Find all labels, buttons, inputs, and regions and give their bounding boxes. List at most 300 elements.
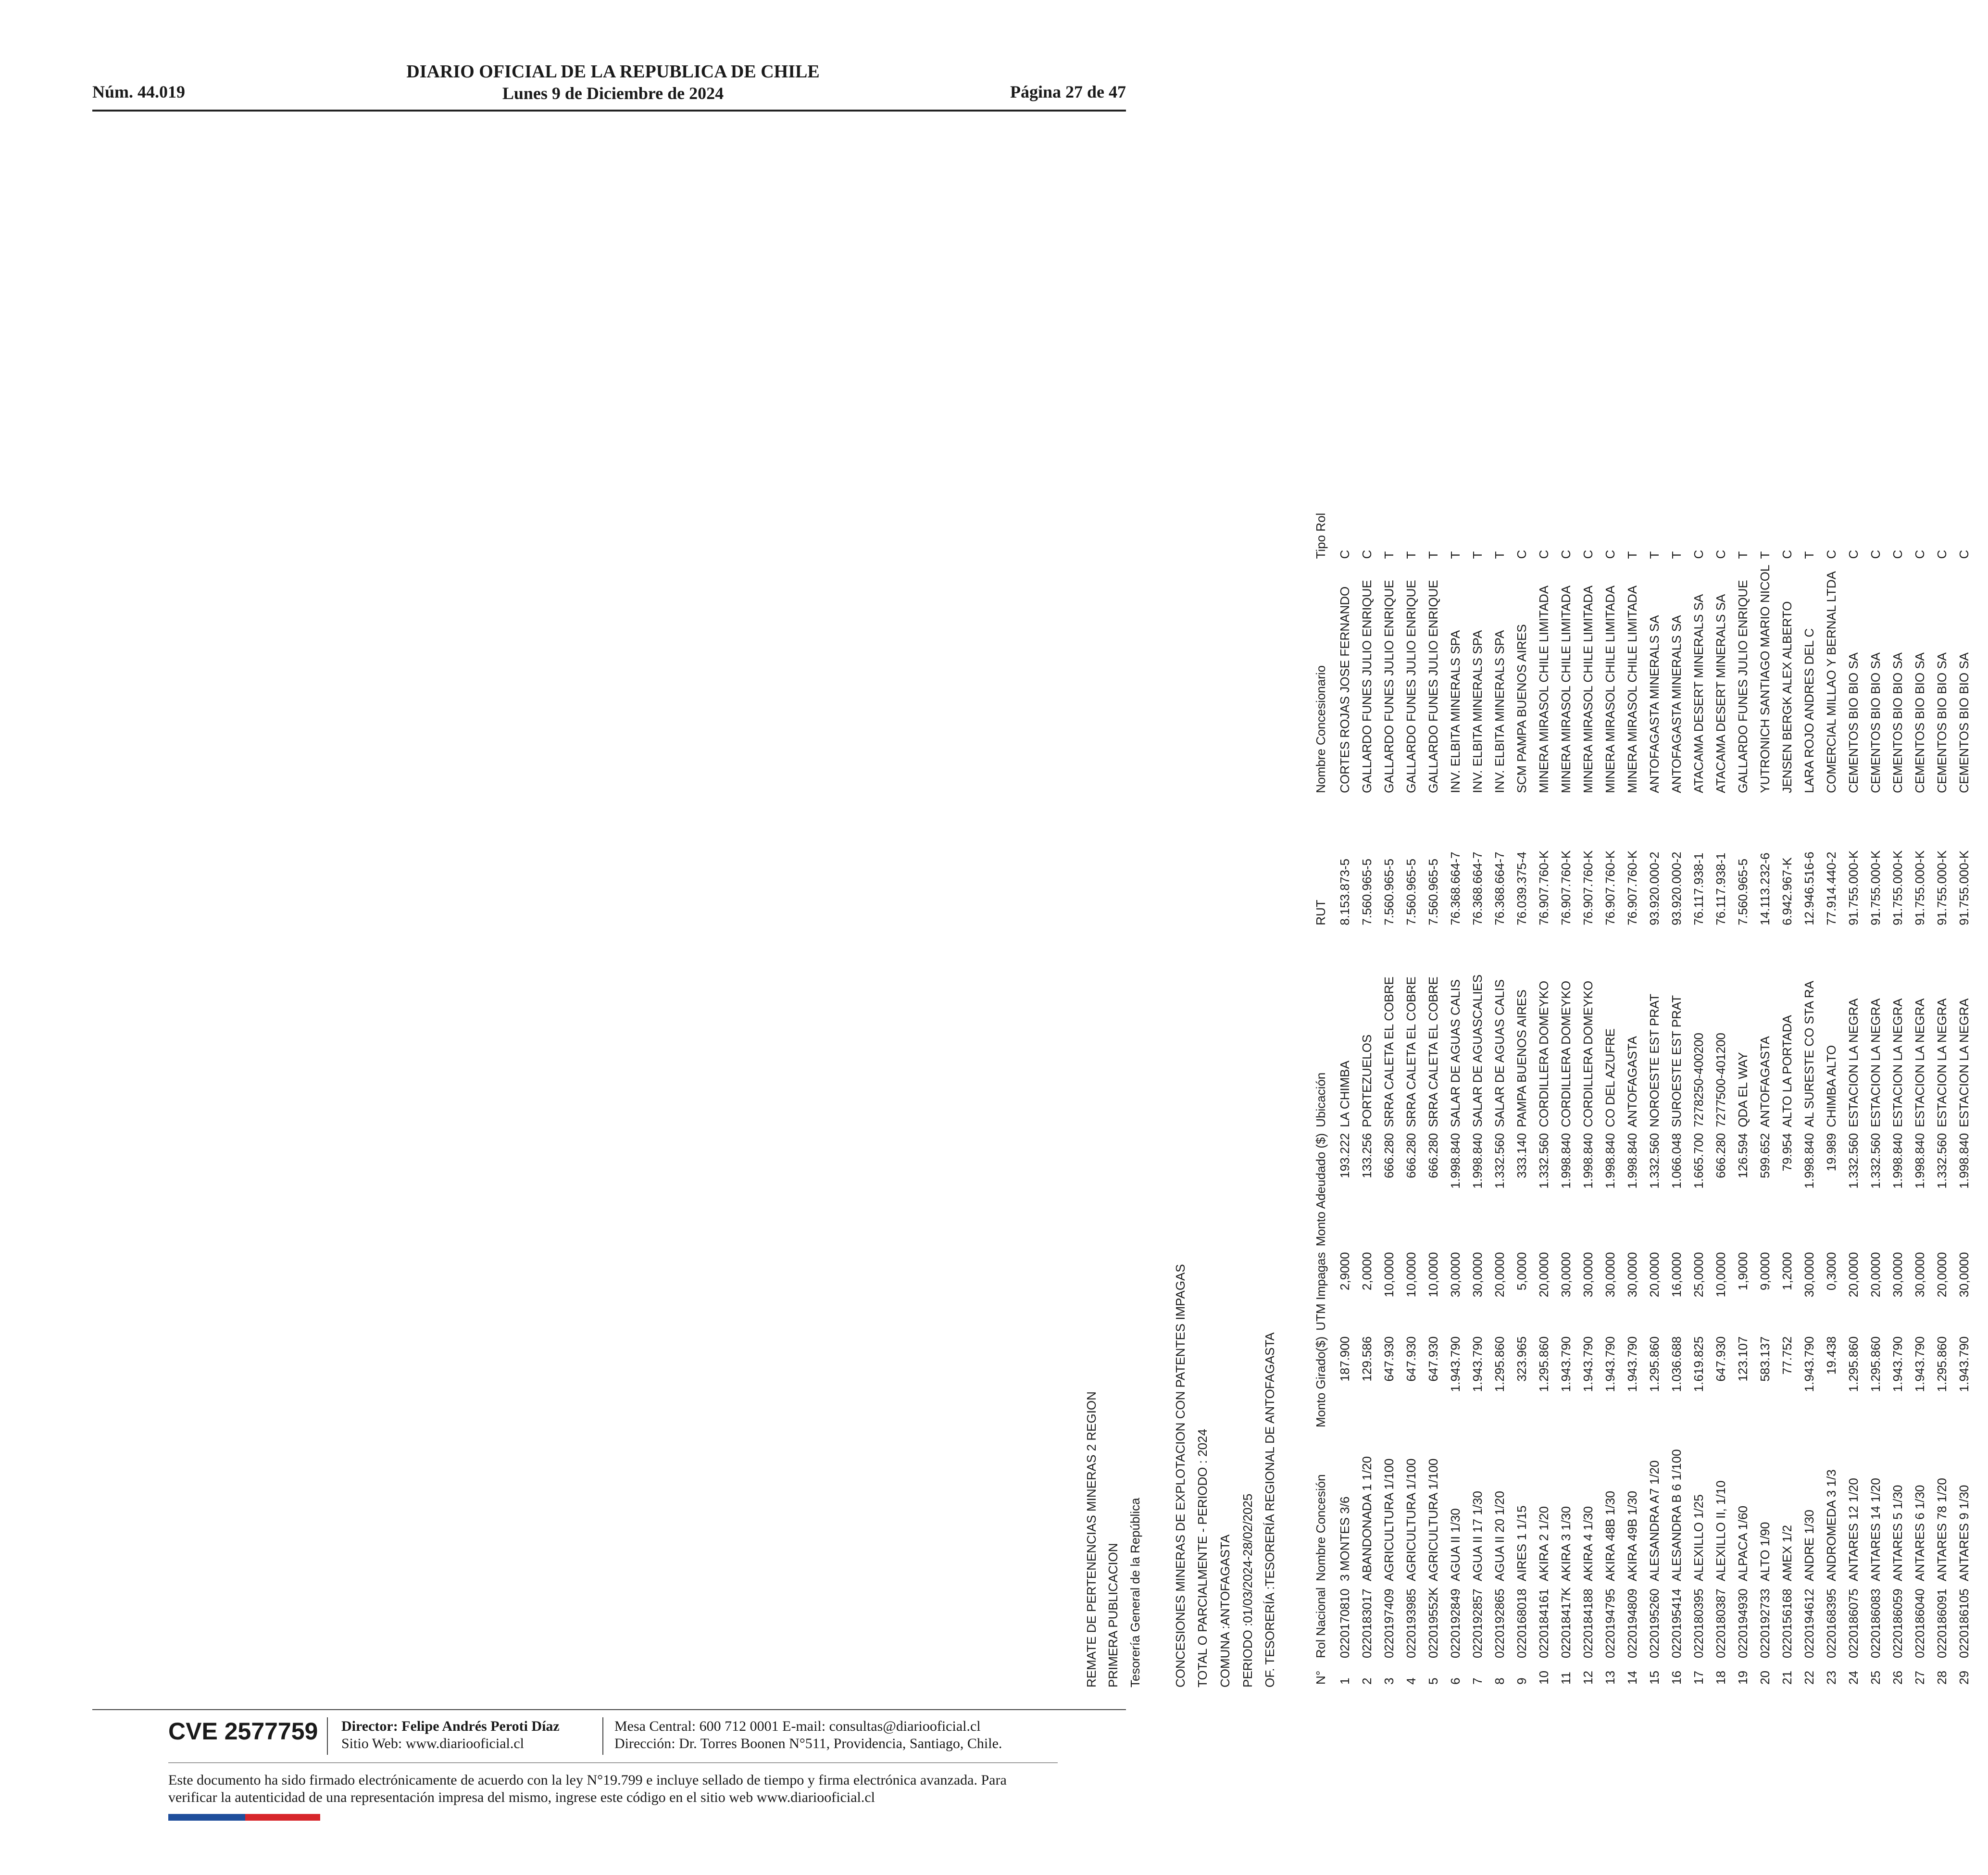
cell-concesionario: MINERA MIRASOL CHILE LIMITADA — [1536, 585, 1551, 793]
cell-nombre: ANTARES 5 1/30 — [1890, 1485, 1905, 1581]
cell-utm: 2,0000 — [1359, 1252, 1374, 1290]
table-row — [1688, 504, 1710, 1688]
cell-rut: 91.755.000-K — [1868, 850, 1883, 925]
cell-adeudado: 1.332.560 — [1647, 1133, 1662, 1189]
cell-nombre: AIRES 1 1/15 — [1514, 1505, 1529, 1581]
cell-ubicacion: ESTACION LA NEGRA — [1912, 998, 1927, 1127]
cell-utm: 0,3000 — [1824, 1252, 1838, 1290]
cell-rol: 0220194809 — [1625, 1588, 1639, 1658]
cell-tipo: T — [1801, 551, 1816, 559]
masthead — [308, 61, 918, 104]
cell-ubicacion: SRRA CALETA EL COBRE — [1425, 976, 1440, 1127]
cell-rut: 91.755.000-K — [1934, 850, 1949, 925]
cell-nombre: 3 MONTES 3/6 — [1337, 1496, 1352, 1581]
cell-rol: 0220192733 — [1757, 1588, 1772, 1658]
signature-note: Este documento ha sido firmado electrónicamente de acuerdo con la ley N°19.799 e incluye sellado de tiempo y firma electrónica avanzada. Para verificar la autenticidad de una representación impresa del mismo, ingrese este código en el sitio web www.diariooficial.cl — [168, 1772, 1007, 1805]
cell-utm: 20,0000 — [1846, 1252, 1861, 1298]
cell-girado: 1.943.790 — [1801, 1336, 1816, 1392]
cell-tipo: C — [1337, 550, 1352, 559]
cell-nombre: AGUA II 17 1/30 — [1470, 1491, 1485, 1581]
cell-adeudado: 1.998.840 — [1625, 1133, 1639, 1189]
table-row — [1754, 504, 1776, 1688]
table-row — [1665, 504, 1688, 1688]
cell-ubicacion: ESTACION LA NEGRA — [1890, 998, 1905, 1127]
cell-rol: 0220186059 — [1890, 1588, 1905, 1658]
cell-tipo: C — [1912, 550, 1927, 559]
col-header-ubicacion: Ubicación — [1313, 1072, 1328, 1127]
table-row — [1422, 504, 1444, 1688]
table-row — [1710, 504, 1732, 1688]
cell-utm: 30,0000 — [1801, 1252, 1816, 1298]
cell-utm: 20,0000 — [1647, 1252, 1662, 1298]
cell-n: 6 — [1448, 1677, 1463, 1685]
cell-n: 17 — [1691, 1671, 1706, 1685]
col-header-n: N° — [1313, 1670, 1328, 1685]
cell-n: 2 — [1359, 1677, 1374, 1685]
footer-top-divider — [92, 1709, 1126, 1710]
cell-rol: 0220180395 — [1691, 1588, 1706, 1658]
col-header-concesionario: Nombre Concesionario — [1313, 665, 1328, 793]
cell-adeudado: 1.998.840 — [1470, 1133, 1485, 1189]
col-header-girado: Monto Girado($) — [1313, 1336, 1328, 1427]
cell-tipo: C — [1868, 550, 1883, 559]
table-row — [1599, 504, 1621, 1688]
cell-adeudado: 1.998.840 — [1890, 1133, 1905, 1189]
cell-utm: 20,0000 — [1868, 1252, 1883, 1298]
cell-ubicacion: NOROESTE EST PRAT — [1647, 993, 1662, 1127]
cell-rut: 8.153.873-5 — [1337, 859, 1352, 925]
cell-n: 5 — [1425, 1677, 1440, 1685]
cell-tipo: T — [1425, 551, 1440, 559]
rotated-notice — [1084, 168, 1988, 1688]
cell-nombre: ALESANDRA B 6 1/100 — [1669, 1449, 1684, 1581]
cell-girado: 1.943.790 — [1890, 1336, 1905, 1392]
table-row — [1378, 504, 1400, 1688]
cell-concesionario: YUTRONICH SANTIAGO MARIO NICOL — [1757, 564, 1772, 793]
table-row — [1533, 504, 1555, 1688]
notice-heading: REMATE DE PERTENENCIAS MINERAS 2 REGION — [1084, 1391, 1099, 1688]
cell-rol: 0220194795 — [1602, 1588, 1617, 1658]
cell-adeudado: 133.256 — [1359, 1133, 1374, 1178]
cell-utm: 9,0000 — [1757, 1252, 1772, 1290]
cell-n: 12 — [1580, 1671, 1595, 1685]
cell-rut: 91.755.000-K — [1956, 850, 1971, 925]
cell-girado: 1.943.790 — [1470, 1336, 1485, 1392]
cell-nombre: AGUA II 20 1/20 — [1492, 1491, 1507, 1581]
cell-utm: 10,0000 — [1403, 1252, 1418, 1298]
notice-subject: CONCESIONES MINERAS DE EXPLOTACION CON PATENTES IMPAGAS — [1173, 1264, 1188, 1688]
cell-rut: 76.907.760-K — [1625, 850, 1639, 925]
cell-adeudado: 1.332.560 — [1934, 1133, 1949, 1189]
cell-rol: 0220192857 — [1470, 1588, 1485, 1658]
notice-period-type: TOTAL O PARCIALMENTE - PERIODO : 2024 — [1195, 1429, 1210, 1688]
cell-ubicacion: SALAR DE AGUASCALIES — [1470, 974, 1485, 1127]
cell-rol: 0220195260 — [1647, 1588, 1662, 1658]
issue-date: Lunes 9 de Diciembre de 2024 — [502, 84, 724, 103]
col-header-tipo: Tipo Rol — [1313, 512, 1328, 559]
cell-concesionario: ATACAMA DESERT MINERALS SA — [1713, 594, 1728, 793]
cell-tipo: T — [1625, 551, 1639, 559]
cell-n: 8 — [1492, 1677, 1507, 1685]
cell-rol: 0220192865 — [1492, 1588, 1507, 1658]
cell-rut: 76.368.664-7 — [1448, 851, 1463, 925]
cell-tipo: C — [1536, 550, 1551, 559]
cell-utm: 10,0000 — [1381, 1252, 1396, 1298]
cell-nombre: AKIRA 48B 1/30 — [1602, 1491, 1617, 1581]
cell-rut: 7.560.965-5 — [1359, 859, 1374, 925]
cell-concesionario: LARA ROJO ANDRES DEL C — [1801, 628, 1816, 793]
cell-utm: 30,0000 — [1448, 1252, 1463, 1298]
cell-adeudado: 1.998.840 — [1580, 1133, 1595, 1189]
cell-girado: 19.438 — [1824, 1336, 1838, 1375]
cell-rut: 91.755.000-K — [1912, 850, 1927, 925]
cell-concesionario: MINERA MIRASOL CHILE LIMITADA — [1580, 585, 1595, 793]
table-row — [1511, 504, 1533, 1688]
cell-rol: 0220183017 — [1359, 1588, 1374, 1658]
cell-ubicacion: CHIMBA ALTO — [1824, 1045, 1838, 1127]
cell-adeudado: 666.280 — [1381, 1133, 1396, 1178]
cell-n: 21 — [1779, 1671, 1794, 1685]
cell-adeudado: 1.998.840 — [1558, 1133, 1573, 1189]
cell-n: 27 — [1912, 1671, 1927, 1685]
cell-girado: 1.943.790 — [1602, 1336, 1617, 1392]
cell-utm: 30,0000 — [1580, 1252, 1595, 1298]
notice-comuna: COMUNA :ANTOFAGASTA — [1218, 1534, 1232, 1688]
cell-adeudado: 666.280 — [1403, 1133, 1418, 1178]
table-row — [1643, 504, 1665, 1688]
cell-tipo: C — [1691, 550, 1706, 559]
cell-girado: 1.943.790 — [1580, 1336, 1595, 1392]
cell-ubicacion: SALAR DE AGUAS CALIS — [1448, 979, 1463, 1127]
cell-ubicacion: ANTOFAGASTA — [1757, 1036, 1772, 1127]
cell-rut: 6.942.967-K — [1779, 857, 1794, 925]
cell-ubicacion: CO DEL AZUFRE — [1602, 1028, 1617, 1127]
cell-adeudado: 1.332.560 — [1846, 1133, 1861, 1189]
cell-adeudado: 1.332.560 — [1868, 1133, 1883, 1189]
cell-n: 29 — [1956, 1671, 1971, 1685]
cell-girado: 77.752 — [1779, 1336, 1794, 1375]
cell-rol: 022018417K — [1558, 1587, 1573, 1658]
cell-tipo: T — [1757, 551, 1772, 559]
cell-concesionario: ANTOFAGASTA MINERALS SA — [1669, 615, 1684, 793]
cell-adeudado: 1.998.840 — [1956, 1133, 1971, 1189]
cell-nombre: AKIRA 3 1/30 — [1558, 1506, 1573, 1581]
cell-ubicacion: CORDILLERA DOMEYKO — [1536, 980, 1551, 1127]
cell-concesionario: JENSEN BERGK ALEX ALBERTO — [1779, 601, 1794, 793]
cell-n: 3 — [1381, 1677, 1396, 1685]
cell-rol: 0220193985 — [1403, 1588, 1418, 1658]
cell-ubicacion: PORTEZUELOS — [1359, 1034, 1374, 1127]
cell-n: 26 — [1890, 1671, 1905, 1685]
cell-adeudado: 193.222 — [1337, 1133, 1352, 1178]
cell-girado: 1.943.790 — [1956, 1336, 1971, 1392]
cell-ubicacion: CORDILLERA DOMEYKO — [1580, 980, 1595, 1127]
cell-rol: 0220195414 — [1669, 1588, 1684, 1658]
cell-concesionario: MINERA MIRASOL CHILE LIMITADA — [1558, 585, 1573, 793]
cell-tipo: T — [1381, 551, 1396, 559]
cell-ubicacion: LA CHIMBA — [1337, 1061, 1352, 1127]
cell-adeudado: 666.280 — [1713, 1133, 1728, 1178]
header-divider — [92, 110, 1126, 112]
footer-website: Sitio Web: www.diariooficial.cl — [341, 1736, 525, 1751]
cell-girado: 1.295.860 — [1868, 1336, 1883, 1392]
cell-tipo: C — [1890, 550, 1905, 559]
cell-girado: 647.930 — [1713, 1336, 1728, 1382]
cell-utm: 30,0000 — [1602, 1252, 1617, 1298]
table-row — [1577, 504, 1599, 1688]
page-number: Página 27 de 47 — [1010, 82, 1126, 101]
cell-rut: 12.946.516-6 — [1801, 851, 1816, 925]
cell-nombre: AKIRA 4 1/30 — [1580, 1506, 1595, 1581]
cell-girado: 583.137 — [1757, 1336, 1772, 1382]
cell-concesionario: INV. ELBITA MINERALS SPA — [1448, 630, 1463, 793]
cell-rut: 93.920.000-2 — [1669, 851, 1684, 925]
cell-utm: 30,0000 — [1890, 1252, 1905, 1298]
cell-nombre: AGRICULTURA 1/100 — [1425, 1458, 1440, 1581]
cell-rut: 14.113.232-6 — [1757, 852, 1772, 925]
cell-adeudado: 1.998.840 — [1801, 1133, 1816, 1189]
cell-tipo: C — [1846, 550, 1861, 559]
footer-address: Dirección: Dr. Torres Boonen N°511, Providencia, Santiago, Chile. — [614, 1736, 1002, 1751]
table-row — [1864, 504, 1887, 1688]
cell-adeudado: 1.665.700 — [1691, 1133, 1706, 1189]
cell-rol: 0220186040 — [1912, 1588, 1927, 1658]
cell-concesionario: INV. ELBITA MINERALS SPA — [1470, 630, 1485, 793]
cell-ubicacion: ESTACION LA NEGRA — [1868, 998, 1883, 1127]
cell-rut: 7.560.965-5 — [1381, 859, 1396, 925]
cell-rut: 76.907.760-K — [1602, 850, 1617, 925]
footer-mesa-central: Mesa Central: 600 712 0001 E-mail: consultas@diariooficial.cl — [614, 1718, 981, 1734]
cell-adeudado: 19.989 — [1824, 1133, 1838, 1172]
table-row — [1334, 504, 1356, 1688]
flag-bar-red — [245, 1814, 320, 1821]
cell-concesionario: GALLARDO FUNES JULIO ENRIQUE — [1425, 580, 1440, 793]
cell-rut: 7.560.965-5 — [1735, 859, 1750, 925]
cell-nombre: ANTARES 78 1/20 — [1934, 1478, 1949, 1581]
table-row — [1400, 504, 1422, 1688]
cell-girado: 1.943.790 — [1912, 1336, 1927, 1392]
table-row — [1776, 504, 1798, 1688]
cell-girado: 1.943.790 — [1625, 1336, 1639, 1392]
cell-concesionario: INV. ELBITA MINERALS SPA — [1492, 630, 1507, 793]
cell-nombre: ANDROMEDA 3 1/3 — [1824, 1469, 1838, 1581]
cell-rut: 7.560.965-5 — [1425, 859, 1440, 925]
cell-nombre: ALPACA 1/60 — [1735, 1505, 1750, 1581]
cell-tipo: C — [1956, 550, 1971, 559]
table-body — [1334, 504, 1975, 1688]
cell-rut: 93.920.000-2 — [1647, 851, 1662, 925]
cell-concesionario: ATACAMA DESERT MINERALS SA — [1691, 594, 1706, 793]
cell-ubicacion: ALTO LA PORTADA — [1779, 1015, 1794, 1127]
cell-nombre: ALEXILLO 1/25 — [1691, 1494, 1706, 1581]
footer-director-block — [341, 1718, 560, 1752]
cell-rol: 022019552K — [1425, 1587, 1440, 1658]
cell-concesionario: CEMENTOS BIO BIO SA — [1868, 652, 1883, 793]
cell-rol: 0220156168 — [1779, 1588, 1794, 1658]
cell-concesionario: CEMENTOS BIO BIO SA — [1912, 652, 1927, 793]
table-row — [1931, 504, 1953, 1688]
cell-ubicacion: ESTACION LA NEGRA — [1934, 998, 1949, 1127]
cell-adeudado: 599.652 — [1757, 1133, 1772, 1178]
cell-ubicacion: SALAR DE AGUAS CALIS — [1492, 979, 1507, 1127]
cell-girado: 1.295.860 — [1647, 1336, 1662, 1392]
table-row — [1842, 504, 1864, 1688]
cell-n: 10 — [1536, 1671, 1551, 1685]
cell-rut: 76.907.760-K — [1536, 850, 1551, 925]
col-header-rol: Rol Nacional — [1313, 1587, 1328, 1658]
newspaper-title: DIARIO OFICIAL DE LA REPUBLICA DE CHILE — [406, 62, 820, 82]
cell-concesionario: GALLARDO FUNES JULIO ENRIQUE — [1359, 580, 1374, 793]
cell-n: 25 — [1868, 1671, 1883, 1685]
cell-rut: 76.117.938-1 — [1691, 852, 1706, 925]
col-header-rut: RUT — [1313, 900, 1328, 925]
cell-concesionario: CEMENTOS BIO BIO SA — [1846, 652, 1861, 793]
table-row — [1887, 504, 1909, 1688]
cell-rol: 0220168018 — [1514, 1588, 1529, 1658]
cell-utm: 2,9000 — [1337, 1252, 1352, 1290]
cell-concesionario: CEMENTOS BIO BIO SA — [1956, 652, 1971, 793]
cell-nombre: AGRICULTURA 1/100 — [1381, 1458, 1396, 1581]
cell-rut: 76.907.760-K — [1580, 850, 1595, 925]
cell-n: 16 — [1669, 1671, 1684, 1685]
footer-director: Director: Felipe Andrés Peroti Díaz — [341, 1718, 560, 1734]
cve-code: CVE 2577759 — [168, 1718, 318, 1745]
cell-ubicacion: SRRA CALETA EL COBRE — [1381, 976, 1396, 1127]
cell-concesionario: GALLARDO FUNES JULIO ENRIQUE — [1735, 580, 1750, 793]
notice-periodo: PERIODO :01/03/2024-28/02/2025 — [1240, 1493, 1255, 1688]
cell-concesionario: CORTES ROJAS JOSE FERNANDO — [1337, 586, 1352, 793]
cell-utm: 30,0000 — [1625, 1252, 1639, 1298]
cell-concesionario: CEMENTOS BIO BIO SA — [1934, 652, 1949, 793]
cell-adeudado: 1.998.840 — [1912, 1133, 1927, 1189]
table-row — [1488, 504, 1511, 1688]
cell-concesionario: GALLARDO FUNES JULIO ENRIQUE — [1381, 580, 1396, 793]
cell-n: 14 — [1625, 1671, 1639, 1685]
cell-nombre: ANTARES 9 1/30 — [1956, 1485, 1971, 1581]
cell-nombre: AGRICULTURA 1/100 — [1403, 1458, 1418, 1581]
cell-n: 13 — [1602, 1671, 1617, 1685]
cell-adeudado: 1.998.840 — [1448, 1133, 1463, 1189]
cell-tipo: T — [1470, 551, 1485, 559]
cell-girado: 647.930 — [1425, 1336, 1440, 1382]
cell-ubicacion: 7277500-401200 — [1713, 1033, 1728, 1127]
cell-rol: 0220170810 — [1337, 1588, 1352, 1658]
cell-nombre: ANDRE 1/30 — [1801, 1510, 1816, 1581]
cell-tipo: T — [1448, 551, 1463, 559]
cell-rol: 0220168395 — [1824, 1588, 1838, 1658]
cell-tipo: T — [1492, 551, 1507, 559]
cell-utm: 30,0000 — [1558, 1252, 1573, 1298]
cell-n: 24 — [1846, 1671, 1861, 1685]
cell-utm: 25,0000 — [1691, 1252, 1706, 1298]
cell-nombre: AGUA II 1/30 — [1448, 1508, 1463, 1581]
cell-girado: 323.965 — [1514, 1336, 1529, 1382]
footer-contact-block — [614, 1718, 1002, 1752]
cell-rut: 91.755.000-K — [1890, 850, 1905, 925]
col-header-utm: UTM Impagas — [1313, 1252, 1328, 1331]
cell-rol: 0220197409 — [1381, 1588, 1396, 1658]
cell-n: 4 — [1403, 1677, 1418, 1685]
cell-ubicacion: PAMPA BUENOS AIRES — [1514, 989, 1529, 1127]
cell-nombre: ALTO 1/90 — [1757, 1522, 1772, 1581]
cell-n: 11 — [1558, 1672, 1573, 1685]
cell-girado: 123.107 — [1735, 1336, 1750, 1382]
cell-rut: 91.755.000-K — [1846, 850, 1861, 925]
cell-rol: 0220184161 — [1536, 1588, 1551, 1658]
cell-ubicacion: ANTOFAGASTA — [1625, 1036, 1639, 1127]
cell-tipo: T — [1735, 551, 1750, 559]
cell-rut: 76.368.664-7 — [1470, 851, 1485, 925]
cell-n: 15 — [1647, 1671, 1662, 1685]
col-header-adeudado: Monto Adeudado ($) — [1313, 1133, 1328, 1247]
issue-number: Núm. 44.019 — [92, 82, 186, 101]
cell-concesionario: MINERA MIRASOL CHILE LIMITADA — [1625, 585, 1639, 793]
cell-adeudado: 1.332.560 — [1536, 1133, 1551, 1189]
cell-utm: 20,0000 — [1492, 1252, 1507, 1298]
cell-rut: 76.039.375-4 — [1514, 851, 1529, 925]
cell-adeudado: 1.066.048 — [1669, 1133, 1684, 1189]
cell-tipo: C — [1359, 550, 1374, 559]
cell-concesionario: GALLARDO FUNES JULIO ENRIQUE — [1403, 580, 1418, 793]
cell-concesionario: SCM PAMPA BUENOS AIRES — [1514, 624, 1529, 793]
cell-rol: 0220186091 — [1934, 1588, 1949, 1658]
table-row — [1732, 504, 1754, 1688]
cell-tipo: T — [1647, 551, 1662, 559]
cell-nombre: ABANDONADA 1 1/20 — [1359, 1456, 1374, 1581]
table-row — [1798, 504, 1820, 1688]
cell-concesionario: MINERA MIRASOL CHILE LIMITADA — [1602, 585, 1617, 793]
cell-ubicacion: AL SURESTE CO STA RA — [1801, 980, 1816, 1127]
cell-girado: 1.943.790 — [1448, 1336, 1463, 1392]
cell-adeudado: 79.954 — [1779, 1133, 1794, 1172]
cell-girado: 187.900 — [1337, 1336, 1352, 1382]
cell-nombre: ANTARES 14 1/20 — [1868, 1478, 1883, 1581]
cell-tipo: C — [1934, 550, 1949, 559]
table-row — [1621, 504, 1643, 1688]
notice-tesoreria: OF. TESORERÍA :TESORERÍA REGIONAL DE ANTOFAGASTA — [1263, 1332, 1277, 1688]
cell-rut: 76.117.938-1 — [1713, 852, 1728, 925]
cell-tipo: C — [1779, 550, 1794, 559]
cell-girado: 647.930 — [1381, 1336, 1396, 1382]
cell-utm: 5,0000 — [1514, 1252, 1529, 1290]
cell-tipo: C — [1602, 550, 1617, 559]
table-row — [1555, 504, 1577, 1688]
cell-adeudado: 1.998.840 — [1602, 1133, 1617, 1189]
cell-girado: 1.295.860 — [1934, 1336, 1949, 1392]
cell-utm: 20,0000 — [1536, 1252, 1551, 1298]
footer-separator — [602, 1717, 603, 1755]
cell-utm: 10,0000 — [1425, 1252, 1440, 1298]
cell-utm: 1,2000 — [1779, 1252, 1794, 1290]
cell-girado: 1.943.790 — [1558, 1336, 1573, 1392]
cell-nombre: ALESANDRA A7 1/20 — [1647, 1460, 1662, 1581]
cell-n: 20 — [1757, 1671, 1772, 1685]
cell-n: 22 — [1801, 1671, 1816, 1685]
cell-utm: 30,0000 — [1956, 1252, 1971, 1298]
cell-utm: 20,0000 — [1934, 1252, 1949, 1298]
cell-n: 7 — [1470, 1677, 1485, 1685]
footer-mid-divider — [168, 1762, 1058, 1763]
cell-tipo: T — [1403, 551, 1418, 559]
cell-n: 23 — [1824, 1671, 1838, 1685]
cell-concesionario: CEMENTOS BIO BIO SA — [1890, 652, 1905, 793]
cell-girado: 1.619.825 — [1691, 1336, 1706, 1392]
cell-nombre: ANTARES 12 1/20 — [1846, 1478, 1861, 1581]
cell-rol: 0220186105 — [1956, 1588, 1971, 1658]
cell-tipo: C — [1580, 550, 1595, 559]
cell-tipo: T — [1669, 551, 1684, 559]
table-row — [1953, 504, 1975, 1688]
